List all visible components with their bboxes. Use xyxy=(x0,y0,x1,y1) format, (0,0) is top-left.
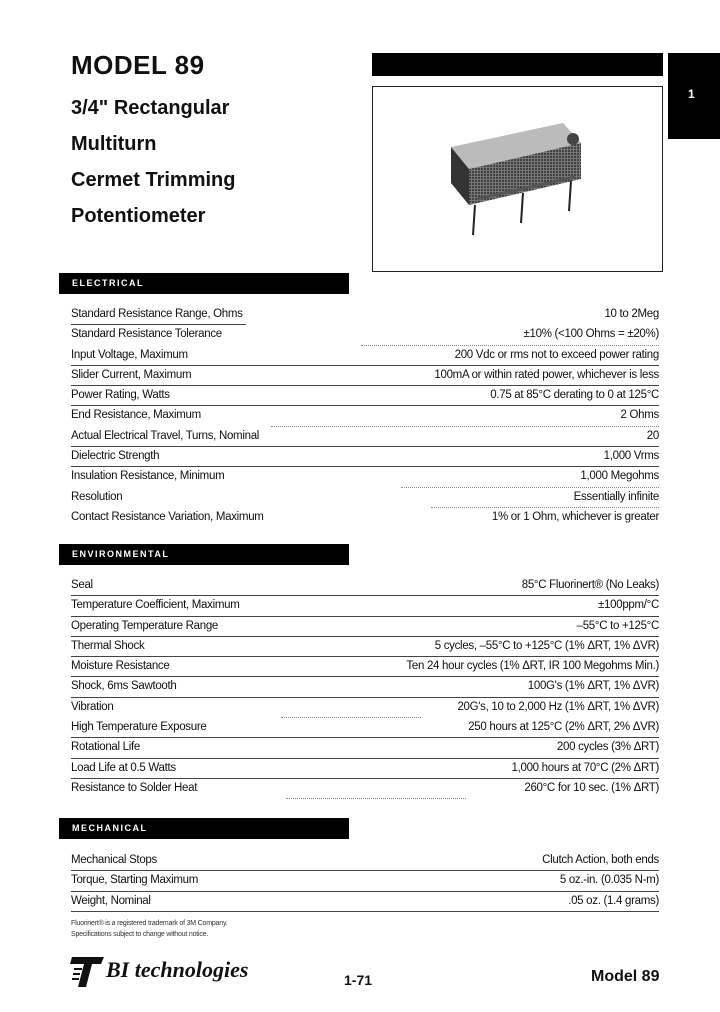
spec-row xyxy=(71,698,659,718)
spec-value: 20 xyxy=(646,429,659,442)
spec-label: Thermal Shock xyxy=(71,639,145,652)
spec-value: ±100ppm/°C xyxy=(598,599,659,612)
spec-value: 100mA or within rated power, whichever is less xyxy=(434,368,659,381)
spec-row xyxy=(71,851,659,871)
subtitle-line: Multiturn xyxy=(71,133,157,155)
spec-row xyxy=(71,871,659,891)
page-title: MODEL 89 xyxy=(71,50,205,80)
spec-value: 200 Vdc or rms not to exceed power rating xyxy=(454,348,659,361)
spec-row xyxy=(71,508,659,528)
subtitle-line: 3/4" Rectangular xyxy=(71,97,230,119)
footnote: Specifications subject to change without notice. xyxy=(71,931,209,938)
spec-label: Load Life at 0.5 Watts xyxy=(71,761,176,774)
spec-value: 1,000 Megohms xyxy=(580,470,659,483)
spec-row xyxy=(71,406,659,426)
bi-logo-icon xyxy=(70,955,106,989)
spec-row xyxy=(71,488,659,508)
spec-label: Shock, 6ms Sawtooth xyxy=(71,680,177,693)
spec-row xyxy=(71,366,659,386)
spec-value: 10 to 2Meg xyxy=(604,308,659,320)
spec-value: 20G's, 10 to 2,000 Hz (1% ΔRT, 1% ΔVR) xyxy=(457,700,659,713)
spec-row xyxy=(71,677,659,697)
spec-value: 1% or 1 Ohm, whichever is greater xyxy=(491,510,659,523)
spec-label: Resolution xyxy=(71,490,123,503)
spec-value: 100G's (1% ΔRT, 1% ΔVR) xyxy=(527,680,659,693)
spec-row xyxy=(71,386,659,406)
spec-row xyxy=(71,305,659,325)
footnote: Fluorinert® is a registered trademark of 3M Company. xyxy=(71,920,228,927)
spec-row xyxy=(71,325,659,345)
spec-label: Input Voltage, Maximum xyxy=(71,348,188,361)
potentiometer-image xyxy=(373,87,662,271)
subtitle-line: Cermet Trimming xyxy=(71,169,236,191)
row-divider xyxy=(286,797,466,799)
spec-label: Standard Resistance Range, Ohms xyxy=(71,308,243,320)
brand-name: BI technologies xyxy=(106,957,249,982)
spec-row xyxy=(71,427,659,447)
spec-row xyxy=(71,738,659,758)
spec-row xyxy=(71,779,659,799)
spec-label: Seal xyxy=(71,579,93,591)
mechanical-heading: MECHANICAL xyxy=(59,818,349,839)
spec-value: Clutch Action, both ends xyxy=(542,854,659,866)
spec-label: Torque, Starting Maximum xyxy=(71,874,199,887)
spec-label: Rotational Life xyxy=(71,741,141,754)
spec-row xyxy=(71,467,659,487)
electrical-spec-table xyxy=(71,305,659,528)
spec-label: Contact Resistance Variation, Maximum xyxy=(71,510,264,523)
spec-value: 5 oz.-in. (0.035 N-m) xyxy=(559,874,659,887)
header-bar xyxy=(372,53,663,76)
spec-row xyxy=(71,596,659,616)
section-tab xyxy=(668,53,720,139)
spec-value: 5 cycles, –55°C to +125°C (1% ΔRT, 1% ΔVR) xyxy=(434,639,659,652)
spec-value: 1,000 Vrms xyxy=(603,450,659,463)
spec-value: 1,000 hours at 70°C (2% ΔRT) xyxy=(511,761,659,774)
spec-row xyxy=(71,718,659,738)
spec-value: .05 oz. (1.4 grams) xyxy=(568,894,659,907)
spec-value: Essentially infinite xyxy=(573,490,659,503)
spec-label: Insulation Resistance, Minimum xyxy=(71,470,225,483)
spec-value: 2 Ohms xyxy=(620,409,659,422)
page-number: 1-71 xyxy=(344,972,373,988)
spec-row xyxy=(71,617,659,637)
spec-value: 200 cycles (3% ΔRT) xyxy=(556,741,659,754)
spec-value: 250 hours at 125°C (2% ΔRT, 2% ΔVR) xyxy=(468,721,659,734)
brand-logo xyxy=(70,955,280,991)
spec-label: Dielectric Strength xyxy=(71,450,160,463)
spec-label: Weight, Nominal xyxy=(71,894,151,907)
spec-label: Slider Current, Maximum xyxy=(71,368,192,381)
environmental-spec-table xyxy=(71,576,659,799)
product-photo xyxy=(372,86,663,272)
spec-value: –55°C to +125°C xyxy=(576,619,659,632)
electrical-heading: ELECTRICAL xyxy=(59,273,349,294)
spec-label: End Resistance, Maximum xyxy=(71,409,201,422)
spec-label: Power Rating, Watts xyxy=(71,389,170,402)
product-subtitle xyxy=(71,90,235,234)
spec-label: Resistance to Solder Heat xyxy=(71,781,198,794)
tab-number: 1 xyxy=(688,87,695,101)
spec-label: Standard Resistance Tolerance xyxy=(71,328,222,341)
mechanical-spec-table xyxy=(71,851,659,912)
row-divider xyxy=(71,910,659,912)
spec-value: 260°C for 10 sec. (1% ΔRT) xyxy=(524,781,659,794)
spec-row xyxy=(71,576,659,596)
spec-row xyxy=(71,892,659,912)
footer-model: Model 89 xyxy=(591,968,660,985)
spec-row xyxy=(71,346,659,366)
spec-label: Actual Electrical Travel, Turns, Nominal xyxy=(71,429,260,442)
spec-row xyxy=(71,759,659,779)
subtitle-line: Potentiometer xyxy=(71,205,206,227)
spec-label: Temperature Coefficient, Maximum xyxy=(71,599,240,612)
spec-label: Moisture Resistance xyxy=(71,660,170,673)
spec-label: Operating Temperature Range xyxy=(71,619,219,632)
spec-row xyxy=(71,637,659,657)
spec-row xyxy=(71,657,659,677)
spec-label: High Temperature Exposure xyxy=(71,721,207,734)
spec-value: 85°C Fluorinert® (No Leaks) xyxy=(521,579,659,591)
spec-row xyxy=(71,447,659,467)
spec-value: Ten 24 hour cycles (1% ΔRT, IR 100 Megohms Min.) xyxy=(406,660,659,673)
footnotes xyxy=(71,918,227,940)
spec-label: Mechanical Stops xyxy=(71,854,157,866)
spec-value: 0.75 at 85°C derating to 0 at 125°C xyxy=(490,389,659,402)
spec-value: ±10% (<100 Ohms = ±20%) xyxy=(523,328,659,341)
environmental-heading: ENVIRONMENTAL xyxy=(59,544,349,565)
spec-label: Vibration xyxy=(71,700,114,713)
